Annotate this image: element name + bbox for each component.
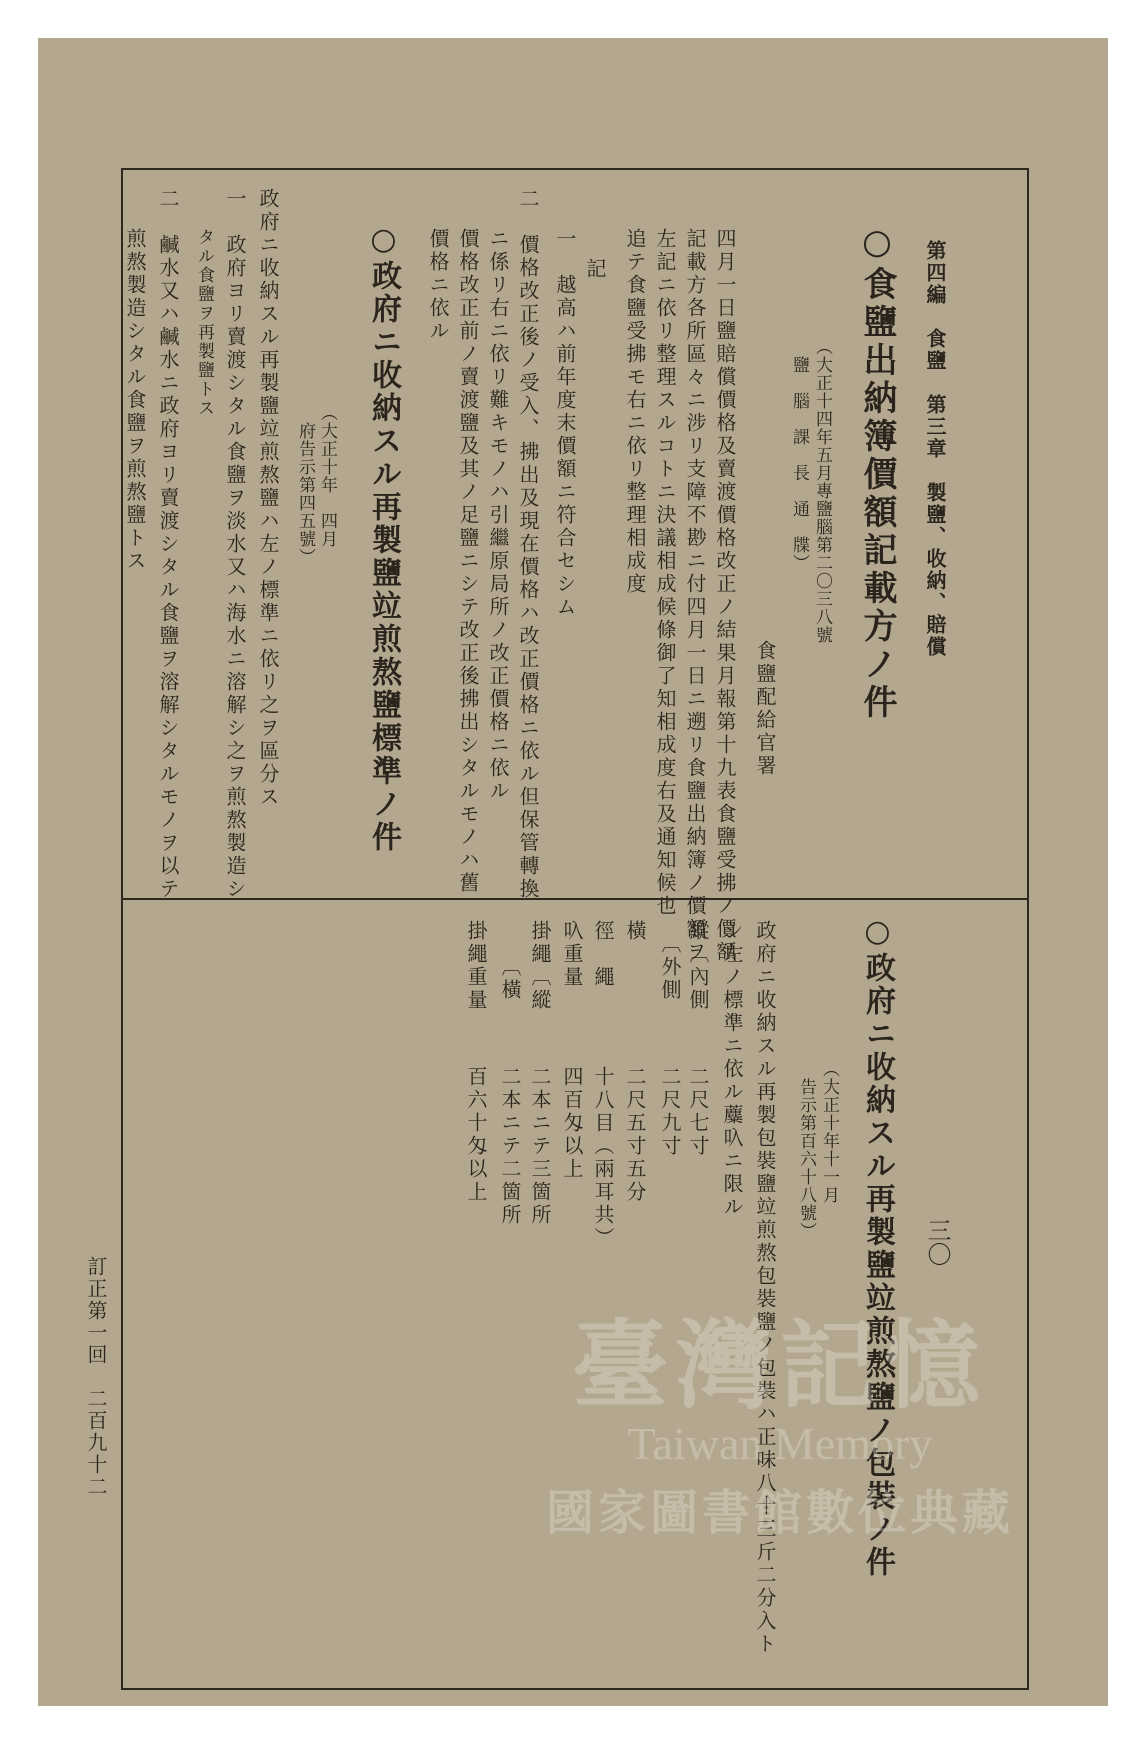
section1-title: ○食鹽出納簿價額記載方ノ件 xyxy=(857,222,897,722)
page-number: 三〇 xyxy=(923,1218,951,1266)
spec-label: 掛繩〔縱 xyxy=(528,920,552,1058)
library-watermark xyxy=(500,1290,1060,1543)
section3-ref-line2: 告示第百六十八號） xyxy=(796,1060,816,1240)
section-divider xyxy=(121,898,1029,900)
section2-ref-line1: （大正十年 四月 xyxy=(317,404,337,548)
spec-value: 二尺五寸五分 xyxy=(623,1066,647,1204)
section1-ref-line2: 鹽 腦 課 長 通 牒） xyxy=(789,338,809,572)
running-head: 第四編 食鹽 第三章 製鹽、收納、賠償 xyxy=(923,240,947,658)
section1-body-line: 四月一日鹽賠償價格及賣渡價格改正ノ結果月報第十九表食鹽受拂ノ價額 xyxy=(713,228,737,964)
spec-value: 二尺七寸 xyxy=(686,1066,710,1158)
watermark-sub: 國家圖書館數位典藏 xyxy=(545,1485,1014,1541)
spec-value: 十八目（兩耳共） xyxy=(591,1066,615,1250)
section3-title: ○政府ニ收納スル再製鹽竝煎熬鹽ノ包裝ノ件 xyxy=(860,914,895,1579)
watermark-latin: Taiwan Memory xyxy=(627,1418,933,1469)
section2-body-line: タル食鹽ヲ再製鹽トス xyxy=(194,228,214,418)
section1-item: 價格ニ依ル xyxy=(426,228,450,343)
section3-body-line: 政府ニ收納スル再製包裝鹽竝煎熬包裝鹽ノ包裝ハ正味八十三斤二分入ト xyxy=(753,920,777,1656)
spec-label: 〔外側 xyxy=(658,920,682,1048)
section1-item: 價格改正前ノ賣渡鹽及其ノ足鹽ニシテ改正後拂出シタルモノハ舊 xyxy=(456,228,480,895)
spec-label: 橫 xyxy=(623,920,647,1058)
spec-value: 二尺九寸 xyxy=(658,1066,682,1158)
section1-item: 二 價格改正後ノ受入、拂出及現在價格ハ改正價格ニ依ル但保管轉換 xyxy=(516,188,540,901)
spec-label: 掛繩重量 xyxy=(464,920,488,1058)
section1-body-line: 左記ニ依リ整理スルコトニ決議相成候條御了知相成度右及通知候也 xyxy=(653,228,677,918)
spec-value: 百六十匁以上 xyxy=(464,1066,488,1204)
section2-title: ○政府ニ收納スル再製鹽竝煎熬鹽標準ノ件 xyxy=(366,222,401,854)
spec-label: 叺重量 xyxy=(560,920,584,1058)
section2-body-line: 政府ニ收納スル再製鹽竝煎熬鹽ハ左ノ標準ニ依リ之ヲ區分ス xyxy=(256,188,280,809)
ki-heading: 記 xyxy=(583,258,607,280)
section1-item: ニ係リ右ニ依リ難キモノハ引繼原局所ノ改正價格ニ依ル xyxy=(486,228,510,803)
spec-label: 徑 繩 xyxy=(591,920,615,1058)
section1-from: 食鹽配給官署 xyxy=(753,640,777,778)
section1-body-line: 追テ食鹽受拂モ右ニ依リ整理相成度 xyxy=(623,228,647,596)
section2-body-line: 二 鹹水又ハ鹹水ニ政府ヨリ賣渡シタル食鹽ヲ溶解シタルモノヲ以テ xyxy=(156,188,180,901)
section1-ref-line1: （大正十四年五月專鹽腦第二〇三八號 xyxy=(812,338,832,644)
spec-value: 二本ニテ三箇所 xyxy=(528,1066,552,1227)
section3-ref-line1: （大正十年十一月 xyxy=(819,1060,839,1204)
section3-body-line: シ左ノ標準ニ依ル蘪叺ニ限ル xyxy=(720,920,744,1219)
spec-value: 二本ニテ二箇所 xyxy=(498,1066,522,1227)
spec-label: 〔橫 xyxy=(498,920,522,1048)
watermark-main: 臺灣記憶 xyxy=(572,1309,988,1422)
section1-item: 一 越高ハ前年度末價額ニ符合セシム xyxy=(553,228,577,619)
section2-ref-line2: 府告示第四五號） xyxy=(295,404,315,566)
page-footer: 訂正第一回 二百九十二 xyxy=(84,1256,108,1498)
section2-body-line: 一 政府ヨリ賣渡シタル食鹽ヲ淡水又ハ海水ニ溶解シ之ヲ煎熬製造シ xyxy=(223,188,247,901)
spec-value: 四百匁以上 xyxy=(560,1066,584,1181)
section2-body-line: 煎熬製造シタル食鹽ヲ煎熬鹽トス xyxy=(123,228,147,573)
spec-label: 縱〔內側 xyxy=(686,920,710,1058)
section1-body-line: 記載方各所區々ニ涉リ支障不尠ニ付四月一日ニ遡リ食鹽出納簿ノ價額ヲ xyxy=(683,228,707,964)
